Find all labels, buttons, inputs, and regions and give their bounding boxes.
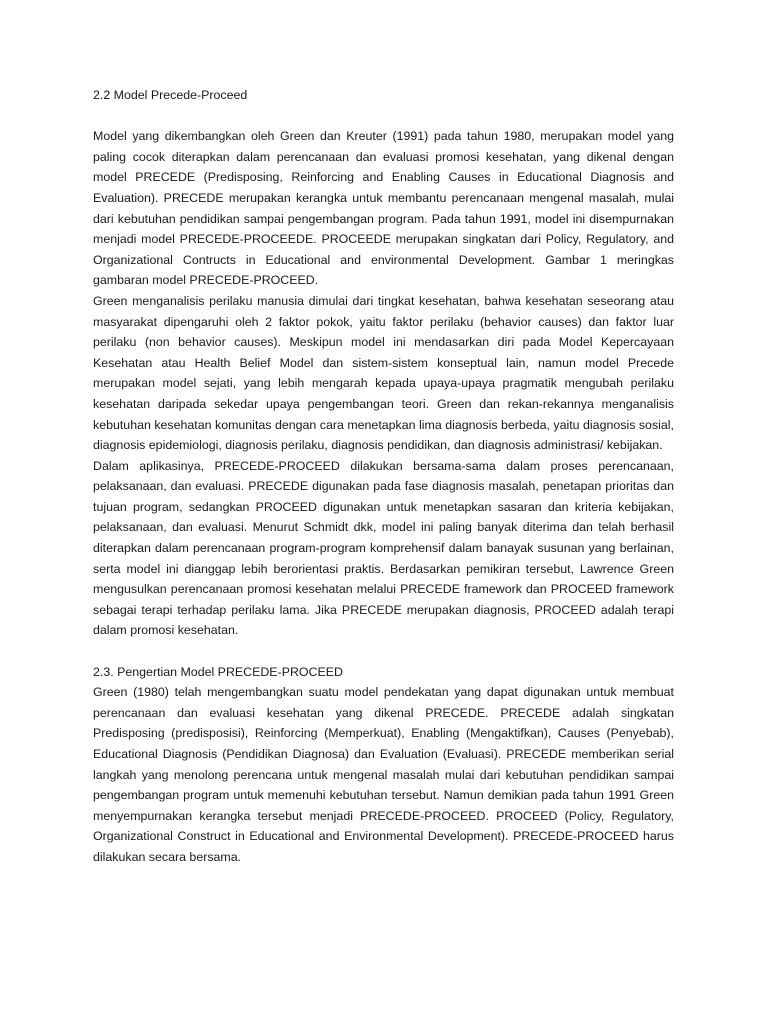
section-2-2-heading: 2.2 Model Precede-Proceed — [93, 88, 248, 102]
section-2-2-paragraph-3: Dalam aplikasinya, PRECEDE-PROCEED dilakukan bersama-sama dalam proses perencanaan, pelaksanaan, dan evaluasi. PRECEDE digunakan pada fase diagnosis masalah, penetapan prioritas dan tujuan program, sedangkan PROCEED digunakan untuk menetapkan sasaran dan kriteria kebijakan, pelaksanaan, dan evaluasi. Menurut Schmidt dkk, model ini paling banyak diterima dan telah berhasil diterapkan dalam perencanaan program-program komprehensif dalam banayak susunan yang berlainan, serta model ini dianggap lebih berorientasi praktis. Berdasarkan pemikiran tersebut, Lawrence Green mengusulkan perencanaan promosi kesehatan melalui PRECEDE framework dan PROCEED framework sebagai terapi terhadap perilaku lama. Jika PRECEDE merupakan diagnosis, PROCEED adalah terapi dalam promosi kesehatan. — [93, 458, 674, 638]
document-page — [93, 85, 674, 868]
section-2-2-paragraph-2: Green menganalisis perilaku manusia dimulai dari tingkat kesehatan, bahwa kesehatan seseorang atau masyarakat dipengaruhi oleh 2 faktor pokok, yaitu faktor perilaku (behavior causes) dan faktor luar perilaku (non behavior causes). Meskipun model ini mendasarkan diri pada Model Kepercayaan Kesehatan atau Health Belief Model dan sistem-sistem konseptual lain, namun model Precede merupakan model sejati, yang lebih mengarah kepada upaya-upaya pragmatik mengubah perilaku kesehatan daripada sekedar upaya pengembangan teori. Green dan rekan-rekannya menganalisis kebutuhan kesehatan komunitas dengan cara menetapkan lima diagnosis berbeda, yaitu diagnosis sosial, diagnosis epidemiologi, diagnosis perilaku, diagnosis pendidikan, dan diagnosis administrasi/ kebijakan. — [93, 293, 674, 453]
section-2-2-paragraph-1: Model yang dikembangkan oleh Green dan Kreuter (1991) pada tahun 1980, merupakan model yang paling cocok diterapkan dalam perencanaan dan evaluasi promosi kesehatan, yang dikenal dengan model PRECEDE (Predisposing, Reinforcing and Enabling Causes in Educational Diagnosis and Evaluation). PRECEDE merupakan kerangka untuk membantu perencanaan mengenal masalah, mulai dari kebutuhan pendidikan sampai pengembangan program. Pada tahun 1991, model ini disempurnakan menjadi model PRECEDE-PROCEEDE. PROCEEDE merupakan singkatan dari Policy, Regulatory, and Organizational Contructs in Educational and environmental Development. Gambar 1 meringkas gambaran model PRECEDE-PROCEED. — [93, 129, 674, 288]
section-2-3-paragraph-1: Green (1980) telah mengembangkan suatu model pendekatan yang dapat digunakan untuk membuat perencanaan dan evaluasi kesehatan yang dikenal PRECEDE. PRECEDE adalah singkatan Predisposing (predisposisi), Reinforcing (Memperkuat), Enabling (Mengaktifkan), Causes (Penyebab), Educational Diagnosis (Pendidikan Diagnosa) dan Evaluation (Evaluasi). PRECEDE memberikan serial langkah yang menolong perencana untuk mengenal masalah mulai dari kebutuhan pendidikan sampai pengembangan program untuk memenuhi kebutuhan tersebut. Namun demikian pada tahun 1991 Green menyempurnakan kerangka tersebut menjadi PRECEDE-PROCEED. PROCEED (Policy, Regulatory, Organizational Construct in Educational and Environmental Development). PRECEDE-PROCEED harus dilakukan secara bersama. — [93, 685, 674, 864]
section-2-3-heading: 2.3. Pengertian Model PRECEDE-PROCEED — [93, 664, 343, 679]
section-divider-space — [93, 641, 674, 662]
